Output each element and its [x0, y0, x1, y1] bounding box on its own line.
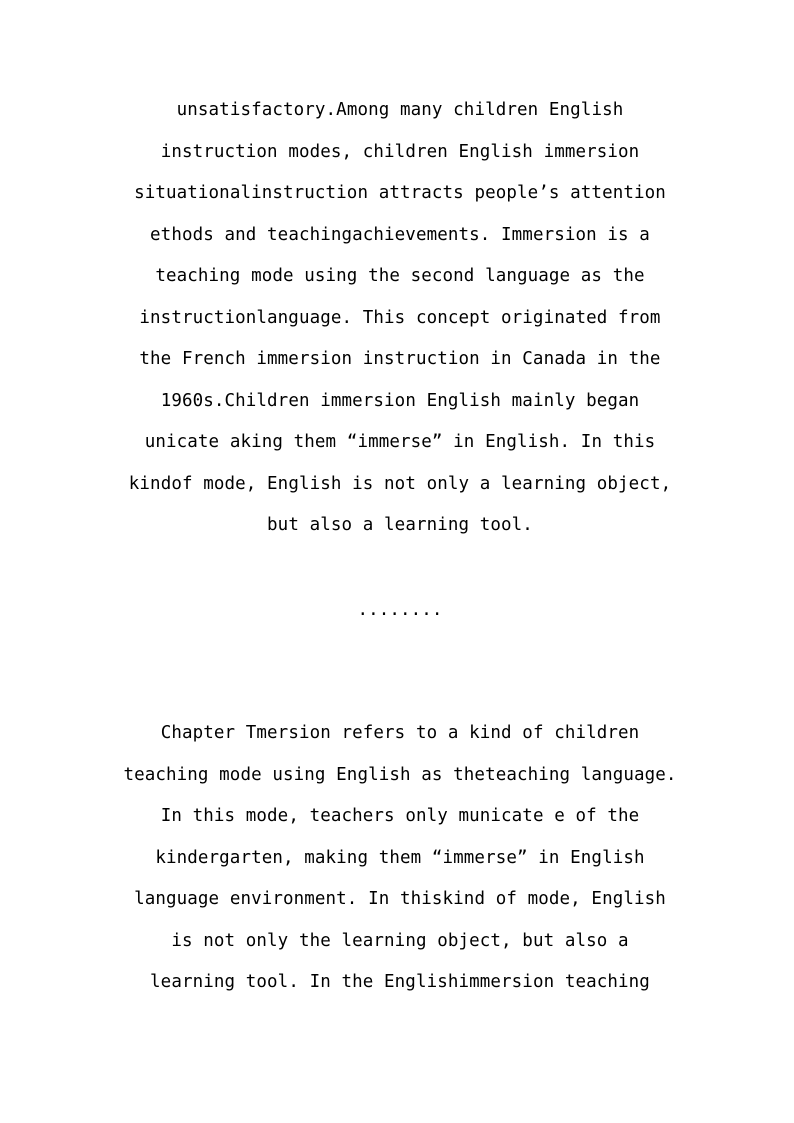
- text-line: but also a learning tool.: [267, 515, 533, 535]
- text-line: In this mode, teachers only municate e of the: [160, 806, 640, 826]
- ellipsis-text: ........: [357, 600, 443, 620]
- ellipsis-separator: [110, 590, 690, 632]
- text-line: unicate aking them “immerse” in English. In this: [144, 432, 656, 452]
- text-line: kindof mode, English is not only a learning object,: [128, 473, 672, 494]
- text-line: teaching mode using the second language as the: [155, 266, 645, 286]
- text-line: is not only the learning object, but also a: [171, 930, 629, 951]
- text-line: the French immersion instruction in Canada in the: [139, 349, 661, 369]
- paragraph-chapter: [110, 713, 690, 1004]
- text-line: learning tool. In the Englishimmersion teaching: [150, 972, 650, 992]
- text-line: language environment. In thiskind of mode, English: [134, 889, 666, 909]
- text-line: 1960s.Children immersion English mainly began: [160, 390, 640, 411]
- text-line: kindergarten, making them “immerse” in English: [155, 847, 645, 868]
- text-line: ethods and teachingachievements. Immersion is a: [150, 224, 650, 245]
- text-line: Chapter Tmersion refers to a kind of children: [160, 723, 640, 743]
- text-line: situationalinstruction attracts people’s attention: [134, 183, 666, 203]
- paragraph-intro: [110, 90, 690, 547]
- text-line: unsatisfactory.Among many children English: [176, 100, 624, 120]
- text-line: instruction modes, children English immersion: [160, 141, 640, 162]
- text-line: instructionlanguage. This concept originated from: [139, 307, 661, 328]
- text-line: teaching mode using English as theteaching language.: [123, 764, 677, 785]
